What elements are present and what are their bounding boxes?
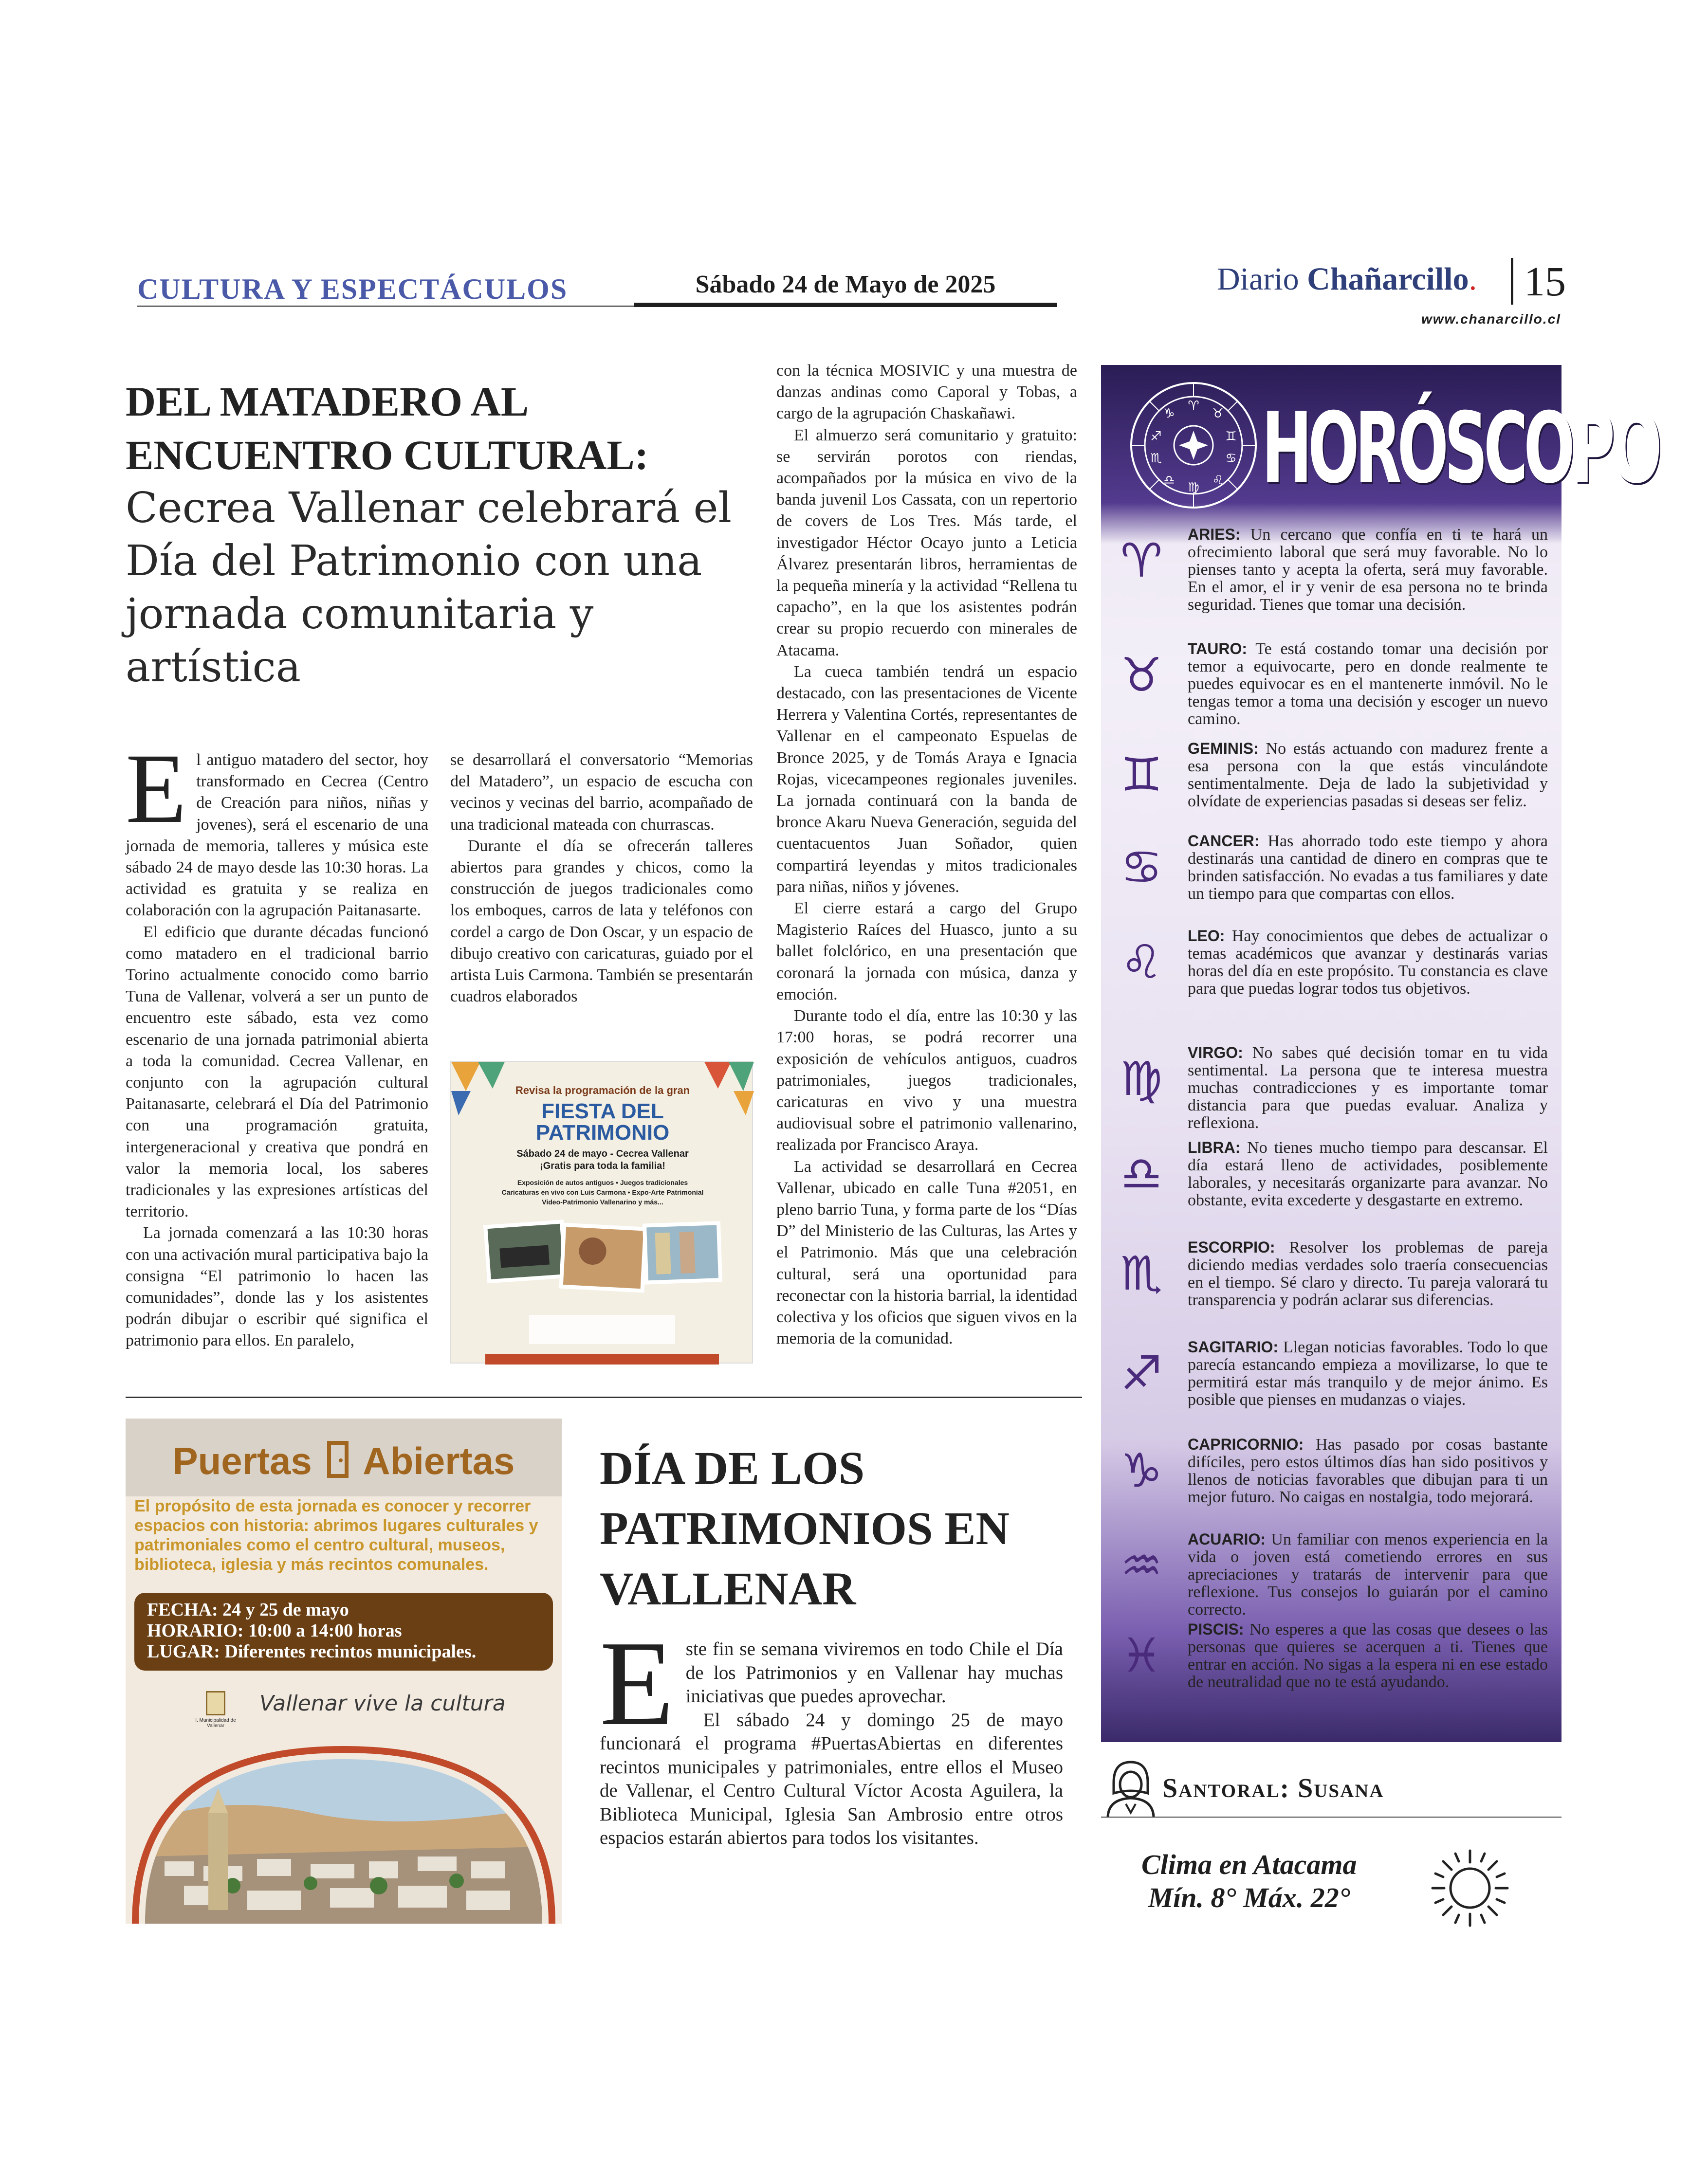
ad-lead: El propósito de esta jornada es conocer y recorrer espacios con historia: abrimos lugares culturales y patrimoniales como el centro cultural, museos, biblioteca, iglesia y más recintos comunales. <box>134 1497 538 1574</box>
leo-icon: ♌ <box>1120 935 1163 989</box>
flyer-list: Video-Patrimonio Vallenarino y más... <box>542 1198 663 1206</box>
paragraph: con la técnica MOSIVIC y una muestra de danzas andinas como Caporal y Tobas, a cargo de la agrupación Chaskañawi. <box>776 362 1077 423</box>
paragraph: La cueca también tendrá un espacio destacado, con las presentaciones de Vicente Herrera y Valentina Cortés, representantes de Vallenar en el campeonato Espuelas de Bronce 2025, y de Tomás Araya e Ignacia Rojas, vicecampeones regionales juveniles. La jornada continuará con la banda de bronce Akaru Nueva Generación, seguida del cuentacuentos Juan Soñador, quien compartirá leyendas y mitos tradicionales para niñas, niños y jóvenes. <box>776 662 1077 896</box>
drop-cap: E <box>600 1616 674 1751</box>
aries-icon: ♈ <box>1120 533 1163 588</box>
aquarius-icon: ♒ <box>1120 1538 1163 1593</box>
sagittarius-icon: ♐ <box>1120 1346 1163 1401</box>
article1-title: Cecrea Vallenar celebrará el Día del Patrimonio con una jornada comunitaria y artística <box>126 484 732 692</box>
flyer-subtitle: ¡Gratis para toda la familia! <box>540 1161 665 1171</box>
section-title: CULTURA Y ESPECTÁCULOS <box>137 273 568 305</box>
sun-icon <box>1429 1847 1511 1929</box>
horoscope-text <box>1188 927 1548 998</box>
date-underline <box>634 303 1057 307</box>
horoscope-title: HORÓSCOPO <box>1262 392 1658 505</box>
horoscope-text <box>1188 1139 1548 1209</box>
section-divider <box>126 1397 1082 1398</box>
sign-name: ARIES: <box>1188 526 1241 543</box>
horoscope-text <box>1188 1338 1548 1409</box>
flyer-title: FIESTA DEL <box>541 1099 664 1123</box>
svg-text:♈: ♈ <box>1188 399 1199 413</box>
paragraph: El almuerzo será comunitario y gratuito: se servirán porotos con riendas, acompañados por la música en vivo de la banda juvenil Los Cassata, con un repertorio de covers de Los Tres. Más tarde, el investigador Héctor Ocayo junto a Leticia Álvarez presentarán libros, herramientas de la pequeña minería y la actividad “Rellena tu capacho”, en la que los asistentes podrán crear su propio recuerdo con minerales de Atacama. <box>776 426 1077 659</box>
zodiac-wheel-icon <box>1128 380 1259 511</box>
santoral-bar <box>1101 1759 1561 1818</box>
pisces-icon: ♓ <box>1120 1628 1163 1683</box>
article1-column-2 <box>450 749 753 1007</box>
sign-forecast: Hay conocimientos que debes de actualizar o temas académicos que avanzar y destinarás varias horas del día en este propósito. Tu constancia es clave para que puedas lograr todos tus objetivos. <box>1188 927 1548 998</box>
horoscope-text <box>1188 1044 1548 1132</box>
door-icon <box>327 1441 349 1478</box>
sign-forecast: No sabes qué decisión tomar en tu vida sentimental. La persona que te interesa muestra muchas contradicciones y es importante tomar distancia para que puedas evaluar. Analiza y reflexiona. <box>1188 1044 1548 1132</box>
paragraph: La actividad se desarrollará en Cecrea Vallenar, ubicado en calle Tuna #2051, en pleno barrio Tuna, y forma parte de los “Días D” del Ministerio de las Culturas, las Artes y el Patrimonio. Más que una celebración cultural, será una oportunidad para reconectar con la historia barrial, la identidad colectiva y los oficios que siguen vivos en la memoria de la comunidad. <box>776 1157 1077 1348</box>
ad-info-box <box>134 1593 553 1671</box>
svg-text:♋: ♋ <box>1225 451 1237 466</box>
paragraph: La jornada comenzará a las 10:30 horas con una activación mural participativa bajo la consigna “El patrimonio lo hacen las comunidades”, donde las y los asistentes podrán dibujar o escribir qué significa el patrimonio para ellos. En paralelo, <box>126 1224 428 1350</box>
article2-body: Este fin se semana viviremos en todo Chile el Día de los Patrimonios y en Vallenar hay muchas iniciativas que puedes aprovechar. El sábado 24 y domingo 25 de mayo funcionará el programa #PuertasAbiertas en diferentes recintos municipales y patrimoniales, entre ellos el Museo de Vallenar, el Centro Cultural Víctor Acosta Aguilera, la Biblioteca Municipal, Iglesia San Ambrosio entre otros espacios estarán abiertos para todos los visitantes. <box>600 1638 1063 1850</box>
horoscope-text <box>1188 832 1548 903</box>
ad-horario: HORARIO: 10:00 a 14:00 horas <box>147 1620 402 1641</box>
sign-name: VIRGO: <box>1188 1044 1243 1061</box>
paragraph: Durante todo el día, entre las 10:30 y las 17:00 horas, se podrá recorrer una exposición de vehículos antiguos, cuadros patrimoniales, juegos tradicionales, caricaturas en vivo y una muestra audiovisual sobre el patrimonio vallenarino, realizada por Francisco Araya. <box>776 1007 1077 1154</box>
horoscope-text <box>1188 1620 1548 1691</box>
saint-icon <box>1104 1759 1157 1817</box>
svg-text:♊: ♊ <box>1225 429 1237 444</box>
sign-name: GEMINIS: <box>1188 740 1259 757</box>
sign-forecast: Has pasado por cosas bastante difíciles, pero estos últimos días han sido positivos y llenos de noticias favorables que dibujan para ti un mejor futuro. No caigas en nostalgia, todo mejorará. <box>1188 1436 1548 1506</box>
ad-slogan: Vallenar vive la cultura <box>259 1691 506 1716</box>
ad-fecha: FECHA: 24 y 25 de mayo <box>147 1600 349 1620</box>
paragraph: El cierre estará a cargo del Grupo Magisterio Raíces del Huasco, junto a su ballet folclórico, en una presentación que coronará la jornada con música, danza y emoción. <box>776 899 1077 1003</box>
sign-forecast: Te está costando tomar una decisión por temor a equivocarte, pero en donde realmente te puedes equivocar es en el mantenerte inmóvil. No le tengas temor a toma una decisión y escoger un nuevo camino. <box>1188 640 1548 728</box>
sign-name: TAURO: <box>1188 640 1248 657</box>
horoscope-panel <box>1101 365 1658 1742</box>
sign-forecast: No esperes a que las cosas que desees o las personas que quieres se acerquen a ti. Tienes que entrar en acción. No sigas a la espera ni en ese estado de neutralidad que no te está ayudando. <box>1188 1620 1548 1691</box>
puertas-abiertas-ad <box>126 1419 562 1924</box>
ad-title: Puertas Abiertas <box>172 1439 515 1482</box>
paragraph: se desarrollará el conversatorio “Memorias del Matadero”, un espacio de escucha con vecinos y vecinas del barrio, acompañado de una tradicional mateada con churrascas. <box>450 751 753 834</box>
website-url[interactable]: www.chanarcillo.cl <box>1421 311 1561 327</box>
svg-text:♐: ♐ <box>1150 429 1162 444</box>
sign-forecast: Has ahorrado todo este tiempo y ahora destinarás una cantidad de dinero en compras que te brinden satisfacción. No evadas a tus familiares y date un tiempo para que compartas con ellos. <box>1188 832 1548 903</box>
weather-box <box>1141 1848 1357 1914</box>
horoscope-text <box>1188 1238 1548 1309</box>
article1-column-3 <box>776 360 1077 1349</box>
page-number: 15 <box>1511 258 1566 305</box>
flyer-title: PATRIMONIO <box>535 1121 670 1145</box>
fiesta-patrimonio-flyer <box>450 1061 753 1364</box>
municipality-label: I. Municipalidad de Vallenar <box>195 1718 236 1729</box>
libra-icon: ♎ <box>1120 1147 1163 1201</box>
drop-cap: E <box>126 733 187 844</box>
ad-lugar: LUGAR: Diferentes recintos municipales. <box>147 1641 477 1662</box>
flyer-list: Exposición de autos antiguos • Juegos tradicionales <box>517 1179 688 1186</box>
paragraph: El sábado 24 y domingo 25 de mayo funcionará el programa #PuertasAbiertas en diferentes recintos municipales y patrimoniales, entre ellos el Museo de Vallenar, el Centro Cultural Víctor Acosta Aguilera, la Biblioteca Municipal, Iglesia San Ambrosio entre otros espacios estarán abiertos para todos los visitantes. <box>600 1709 1063 1848</box>
flyer-line: Revisa la programación de la gran <box>515 1084 690 1096</box>
cancer-icon: ♋ <box>1120 840 1163 894</box>
santoral-label: Santoral: Susana <box>1162 1773 1384 1803</box>
capricorn-icon: ♑ <box>1120 1443 1163 1498</box>
horoscope-text <box>1188 1530 1548 1619</box>
flyer-list: Caricaturas en vivo con Luis Carmona • Expo-Arte Patrimonial <box>501 1188 704 1196</box>
horoscope-banner <box>1101 365 1658 526</box>
sign-name: ACUARIO: <box>1188 1530 1266 1548</box>
sign-forecast: Llegan noticias favorables. Todo lo que parecía estancando empieza a movilizarse, lo que te permitirá estar más tranquilo y de mejor ánimo. Es posible que pienses en mudanzas o viajes. <box>1188 1338 1548 1409</box>
svg-text:♑: ♑ <box>1163 406 1175 421</box>
sign-name: ESCORPIO: <box>1188 1238 1275 1256</box>
article1-column-1: El antiguo matadero del sector, hoy transformado en Cecrea (Centro de Creación para niños, niñas y jovenes), será el escenario de una jornada de memoria, talleres y música este sábado 24 de mayo desde las 10:30 horas. La actividad es gratuita y se realiza en colaboración con la agrupación Paitanasarte. El edificio que durante décadas funcionó como matadero en el tradicional barrio Torino actualmente conocido como barrio Tuna de Vallenar, volverá a ser un punto de encuentro este sábado, esta vez como escenario de una jornada patrimonial abierta a toda la comunidad. Cecrea Vallenar, en conjunto con la agrupación cultural Paitanasarte, celebrará el Día del Patrimonio con una programación gratuita, intergeneracional y creativa que pondrá en valor la memoria local, los saberes tradicionales y las expresiones artísticas del territorio. La jornada comenzará a las 10:30 horas con una activación mural participativa bajo la consigna “El patrimonio lo hacen las comunidades”, donde las y los asistentes podrán dibujar o escribir qué significa el patrimonio para ellos. En paralelo, <box>126 749 428 1352</box>
sign-name: CANCER: <box>1188 832 1260 850</box>
svg-text:♎: ♎ <box>1163 473 1175 488</box>
sign-name: PISCIS: <box>1188 1620 1244 1638</box>
flyer-subtitle: Sábado 24 de mayo - Cecrea Vallenar <box>516 1148 689 1159</box>
issue-date: Sábado 24 de Mayo de 2025 <box>695 271 996 298</box>
header-rule <box>137 306 634 307</box>
taurus-icon: ♉ <box>1120 648 1163 702</box>
sign-forecast: No estás actuando con madurez frente a esa persona con la que estás vinculándote sentimentalmente. Deja de lado la subjetividad y olvídate de experiencias pasadas si deseas ser feliz. <box>1188 740 1548 810</box>
svg-text:♉: ♉ <box>1212 406 1224 421</box>
sign-name: SAGITARIO: <box>1188 1338 1279 1356</box>
svg-text:♍: ♍ <box>1188 480 1199 495</box>
sign-forecast: Un cercano que confía en ti te hará un ofrecimiento laboral que será muy favorable. No lo pienses tanto y acepta la oferta, será muy favorable. En el amor, el ir y venir de esa persona no te brinda seguridad. Tienes que tomar una decisión. <box>1188 526 1548 614</box>
sign-name: CAPRICORNIO: <box>1188 1436 1304 1453</box>
weather-temps: Mín. 8° Máx. 22° <box>1148 1882 1350 1913</box>
newspaper-brand: Diario Chañarcillo. <box>1217 261 1477 297</box>
horoscope-text <box>1188 526 1548 614</box>
horoscope-text <box>1188 1436 1548 1506</box>
municipal-crest-icon <box>206 1691 225 1715</box>
weather-title: Clima en Atacama <box>1141 1849 1357 1880</box>
sign-forecast: Un familiar con menos experiencia en la vida o joven está cometiendo errores en sus apreciaciones y tratarás de intervenir para que reflexione. Tus consejos lo guiarán por el camino correcto. <box>1188 1530 1548 1619</box>
horoscope-text <box>1188 640 1548 728</box>
article1-kicker: DEL MATADERO AL ENCUENTRO CULTURAL: <box>126 378 649 478</box>
paragraph: El edificio que durante décadas funcionó como matadero en el tradicional barrio Torino actualmente conocido como barrio Tuna de Vallenar, volverá a ser un punto de encuentro este sábado, esta vez como escenario de una jornada patrimonial abierta a toda la comunidad. Cecrea Vallenar, en conjunto con la agrupación cultural Paitanasarte, celebrará el Día del Patrimonio con una programación gratuita, intergeneracional y creativa que pondrá en valor la memoria local, los saberes tradicionales y las expresiones artísticas del territorio. <box>126 923 428 1221</box>
article2-title: DÍA DE LOS PATRIMONIOS EN VALLENAR <box>600 1442 1010 1615</box>
sign-forecast: No tienes mucho tiempo para descansar. El día estará lleno de actividades, posiblemente laborales, y necesitarás organizarte para avanzar. No obstante, evita excederte y desgastarte en extremo. <box>1188 1139 1548 1209</box>
paragraph: Durante el día se ofrecerán talleres abiertos para grandes y chicos, como la construcción de juegos tradicionales como los emboques, carros de lata y teléfonos con cordel a cargo de Don Oscar, y un espacio de dibujo creativo con caricaturas, guiado por el artista Luis Carmona. También se presentarán cuadros elaborados <box>450 837 753 1006</box>
scorpio-icon: ♏ <box>1120 1246 1163 1301</box>
virgo-icon: ♍ <box>1120 1052 1163 1106</box>
svg-text:♏: ♏ <box>1150 451 1162 466</box>
sign-name: LIBRA: <box>1188 1139 1241 1156</box>
horoscope-text <box>1188 740 1548 810</box>
vallenar-city-photo <box>126 1740 562 1924</box>
svg-text:♌: ♌ <box>1212 473 1224 488</box>
sign-name: LEO: <box>1188 927 1225 945</box>
sign-forecast: Resolver los problemas de pareja diciendo medias verdades solo traería consecuencias en el tiempo. Sé claro y directo. Tu pareja valorará tu transparencia y podrán aclarar sus diferencias. <box>1188 1238 1548 1309</box>
gemini-icon: ♊ <box>1120 747 1163 802</box>
